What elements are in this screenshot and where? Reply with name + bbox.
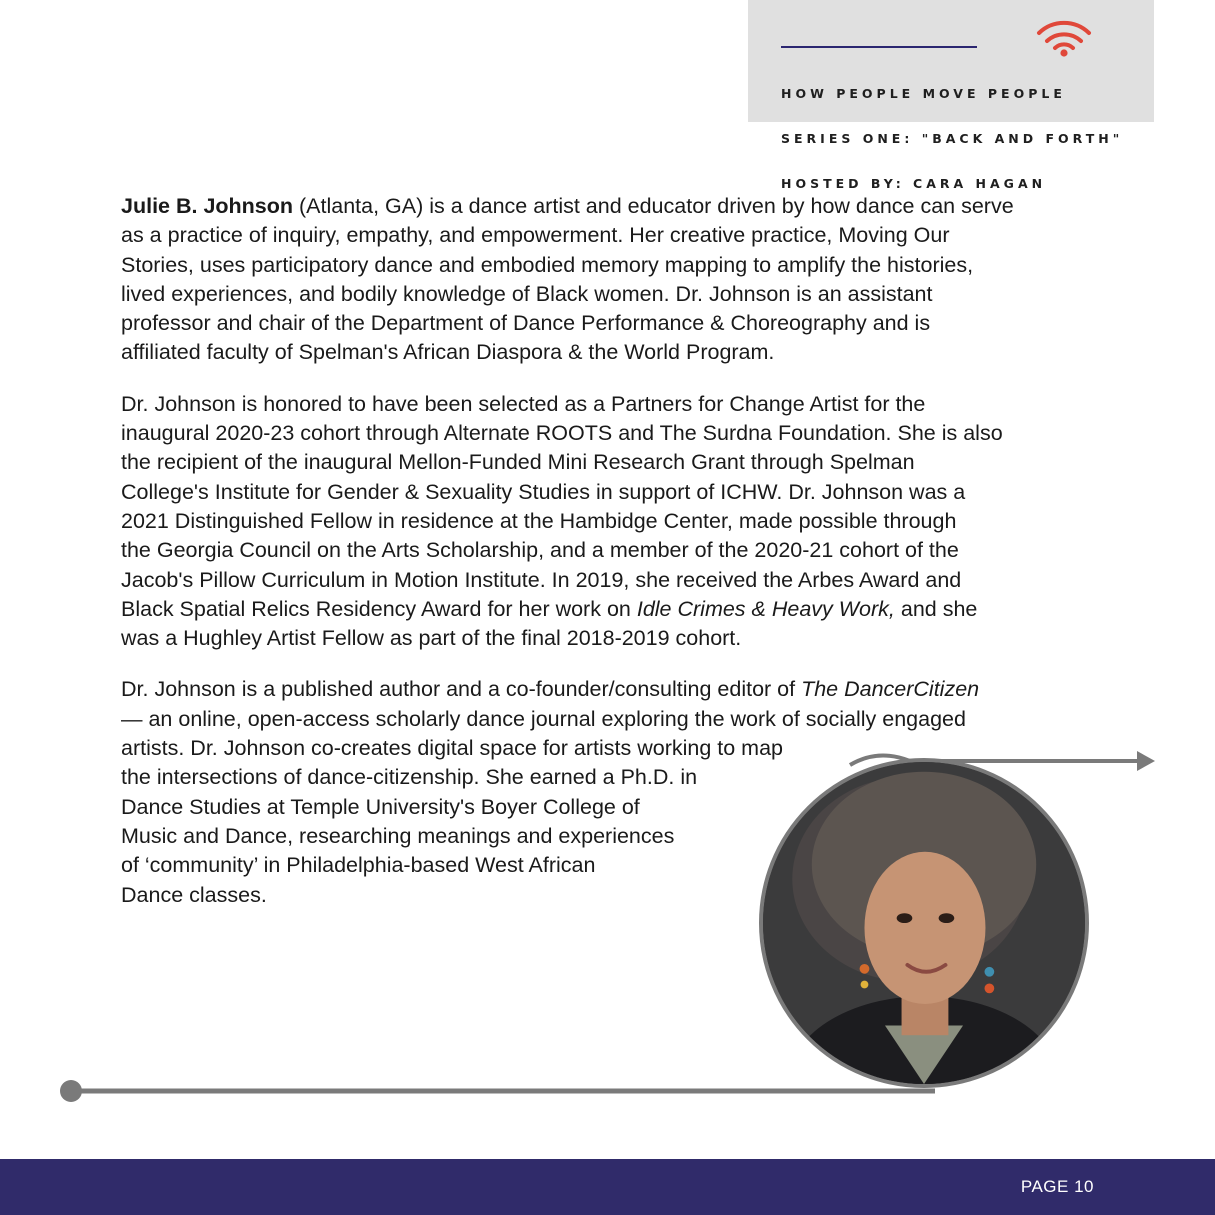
bio-paragraph-1: Julie B. Johnson (Atlanta, GA) is a dance artist and educator driven by how dance can serve as a practice of inquiry, empathy, and empowerment. Her creative practice, Moving Our Stories, uses participatory dance and embodied memory mapping to amplify the histories, lived experiences, and bodily knowledge of Black women. Dr. Johnson is an assistant professor and chair of the Department of Dance Performance & Choreography and is affiliated faculty of Spelman's African Diaspora & the World Program.: [121, 194, 1014, 365]
artist-portrait: [759, 758, 1089, 1088]
header-rule: [781, 46, 977, 48]
journal-title: The DancerCitizen: [801, 677, 980, 702]
page-number: PAGE 10: [1020, 1177, 1094, 1196]
work-title: Idle Crimes & Heavy Work,: [636, 596, 895, 621]
series-title-line: HOSTED BY: CARA HAGAN: [781, 176, 1047, 191]
series-title-line: HOW PEOPLE MOVE PEOPLE: [781, 86, 1066, 101]
bio-paragraph-2: Dr. Johnson is honored to have been selected as a Partners for Change Artist for the inaugural 2020-23 cohort through Alternate ROOTS and The Surdna Foundation. She is also the recipient of the inaugural Mellon-Funded Mini Research Grant through Spelman College's Institute for Gender & Sexuality Studies in support of ICHW. Dr. Johnson was a 2021 Distinguished Fellow in residence at the Hambidge Center, made possible through the Georgia Council on the Arts Scholarship, and a member of the 2020-21 cohort of the Jacob's Pillow Curriculum in Motion Institute. In 2019, she received the Arbes Award and Black Spatial Relics Residency Award for her work on Idle Crimes & Heavy Work, and she was a Hughley Artist Fellow as part of the final 2018-2019 cohort.: [121, 391, 1003, 651]
page-footer: [0, 1159, 1215, 1215]
signal-icon: [1035, 16, 1093, 58]
bio-paragraph-3: Dr. Johnson is a published author and a co-founder/consulting editor of The DancerCitizen — an online, open-access scholarly dance journal exploring the work of socially engaged artists. Dr. Johnson co-creates digital space for artists working to map the intersections of dance-citizenship. She earned a Ph.D. in Dance Studies at Temple University's Boyer College of Music and Dance, researching meanings and experiences of ‘community’ in Philadelphia-based West African Dance classes.: [121, 677, 980, 907]
series-header: [748, 0, 1154, 191]
timeline-dot-icon: [60, 1080, 82, 1102]
series-title-line: SERIES ONE: "BACK AND FORTH": [781, 131, 1124, 146]
artist-name: Julie B. Johnson: [121, 194, 294, 218]
timeline-line: [55, 1075, 935, 1107]
portrait-photo: [763, 762, 1085, 1084]
